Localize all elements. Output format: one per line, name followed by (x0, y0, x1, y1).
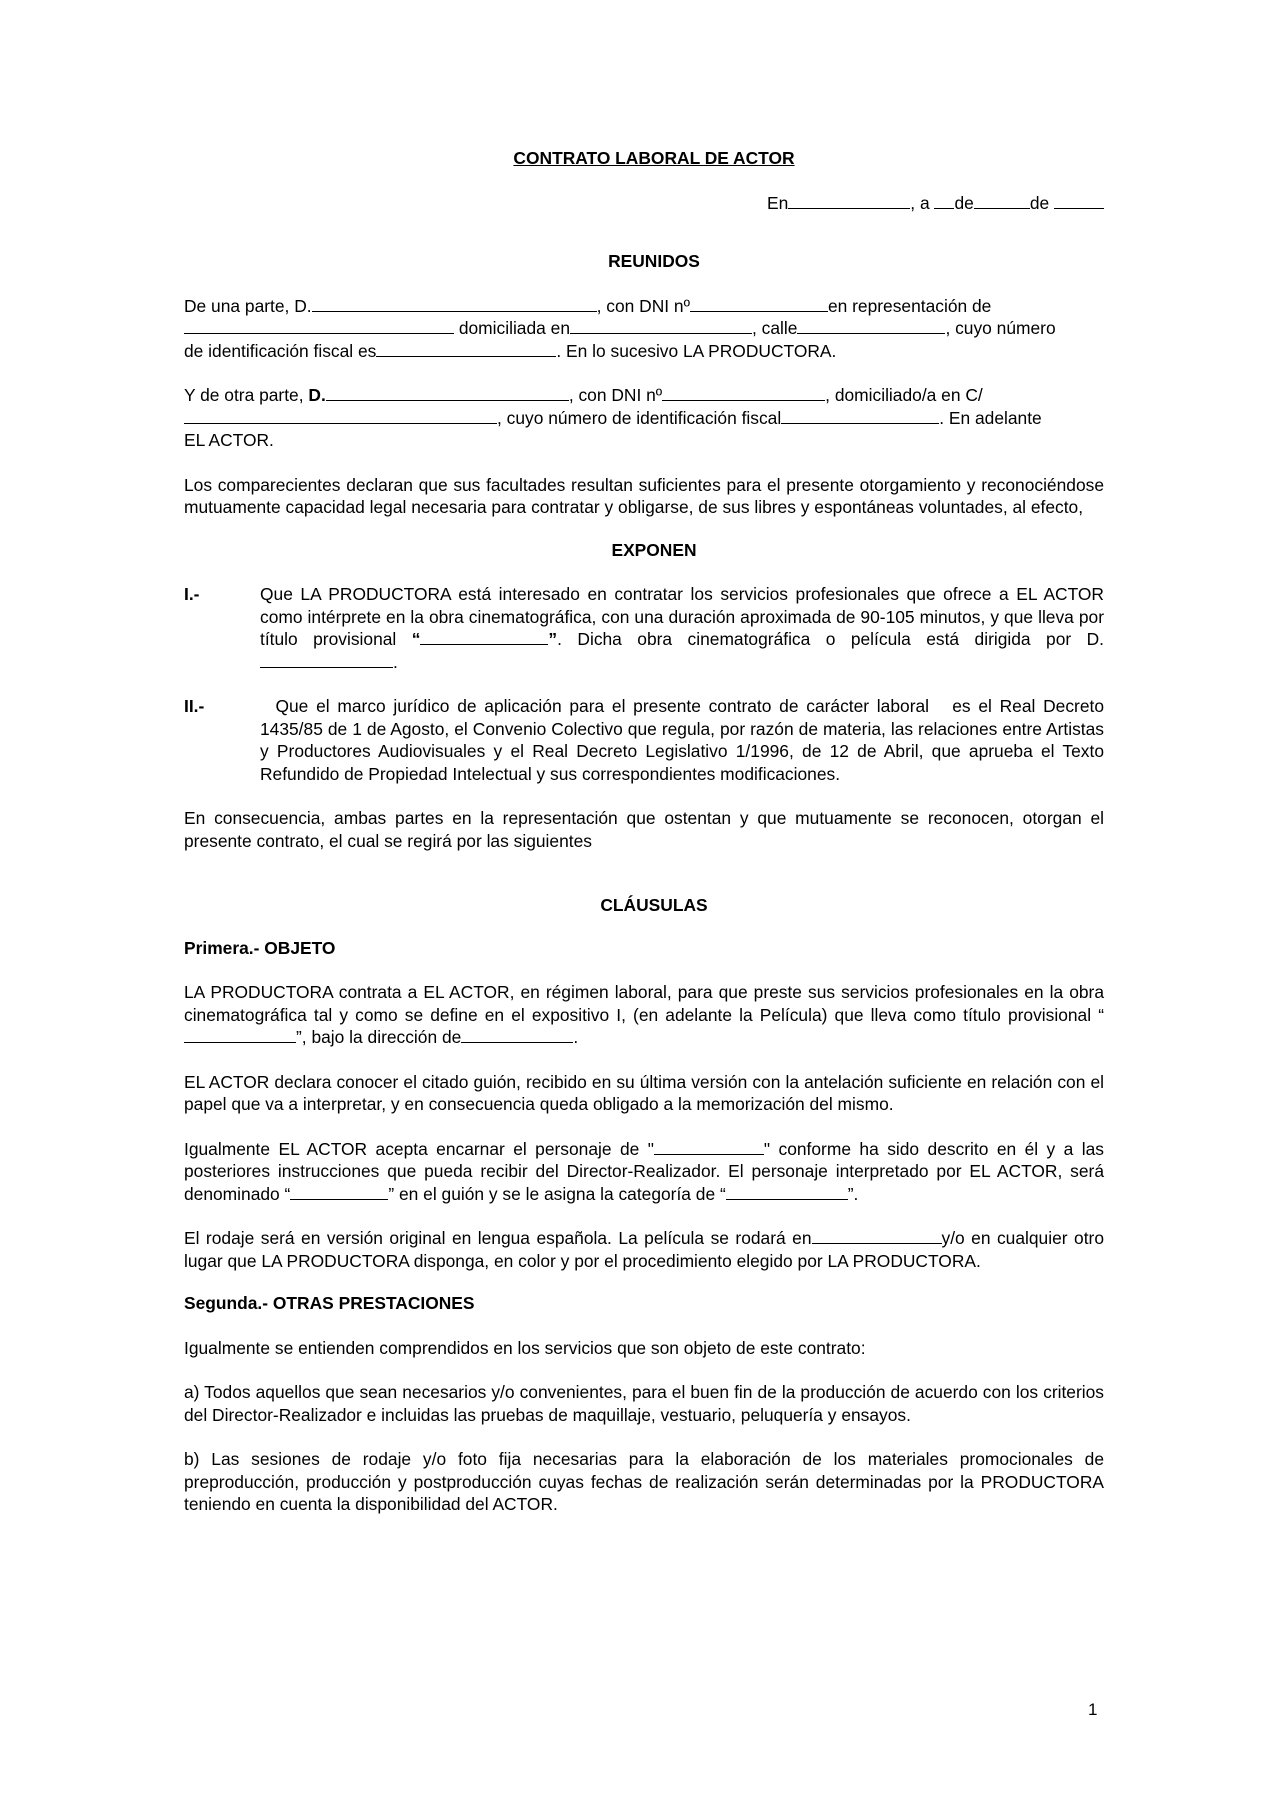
clause-segunda-title: Segunda.- OTRAS PRESTACIONES (184, 1293, 475, 1313)
blank-nif (376, 340, 556, 357)
blank-film-title (184, 1026, 296, 1043)
blank-day (934, 192, 954, 209)
blank-actor-dni (662, 384, 825, 401)
paragraph-consecuencia: En consecuencia, ambas partes en la representación que ostentan y que mutuamente se reconocen, otorgan el presente contrato, el cual se regirá por las siguientes (184, 808, 1104, 851)
text-segment: , domiciliado/a en C/ (825, 385, 983, 405)
blank-character-name (290, 1183, 388, 1200)
expositivo-ii (184, 695, 1109, 785)
paragraph-comparecientes: Los comparecientes declaran que sus facultades resultan suficientes para el presente otorgamiento y reconociéndose mutuamente capacidad legal necesaria para contratar y obligarse, de sus libres y espontáneas voluntades, al efecto, (184, 474, 1104, 517)
blank-character (654, 1138, 764, 1155)
text-segment: , con DNI nº (568, 385, 663, 405)
item-number: I.- (184, 584, 200, 604)
blank-street (797, 317, 945, 334)
blank-director (260, 651, 393, 668)
text-segment: ” (548, 629, 558, 649)
text-segment: domiciliada en (454, 318, 571, 338)
clause-primera-p3 (184, 1138, 1104, 1206)
text-segment: ” en el guión y se le asigna la categoría de “ (388, 1183, 726, 1204)
date-line (184, 192, 1104, 215)
heading-reunidos: REUNIDOS (608, 251, 700, 271)
blank-name (312, 295, 597, 312)
item-text: Que el marco jurídico de aplicación para el presente contrato de carácter laboral es el Real Decreto 1435/85 de 1 de Agosto, el Convenio Colectivo que regula, por razón de materia, las relaciones entre Artistas y Productores Audiovisuales y el Real Decreto Legislativo 1/1996, de 12 de Abril, que aprueba el Texto Refundido de Propiedad Intelectual y sus correspondientes modificaciones. (260, 696, 1109, 784)
item-number: II.- (184, 696, 205, 716)
text-segment: ”. (847, 1183, 859, 1204)
text-segment: , con DNI nº (596, 295, 690, 316)
document-body (184, 147, 1109, 1516)
text-segment: LA PRODUCTORA contrata a EL ACTOR, en régimen laboral, para que preste sus servicios profesionales en la obra cinematográfica tal y como se define en el expositivo I, (en adelante la Película) que lleva como título provisional “ (184, 982, 1104, 1025)
blank-year (1054, 192, 1104, 209)
blank-entity (184, 317, 454, 334)
blank-title (420, 628, 548, 645)
text-segment: D. (308, 385, 326, 405)
clause-segunda-p1: Igualmente se entienden comprendidos en los servicios que son objeto de este contrato: (184, 1337, 866, 1358)
paragraph-productora (184, 295, 1104, 363)
item-text (260, 583, 1104, 673)
expositivo-i (184, 583, 1104, 673)
date-de1: de (954, 192, 974, 213)
blank-actor-name (326, 384, 569, 401)
text-segment: . (393, 651, 398, 672)
text-segment: de identificación fiscal es (184, 340, 377, 361)
clause-segunda-b: b) Las sesiones de rodaje y/o foto fija necesarias para la elaboración de los materiales promocionales de preproducción, producción y postproducción cuyas fechas de realización serán determinadas por la PRODUCTORA teniendo en cuenta la disponibilidad del ACTOR. (184, 1449, 1104, 1514)
blank-location (812, 1227, 942, 1244)
blank-actor-nif (781, 407, 939, 424)
date-de2: de (1029, 192, 1050, 213)
heading-exponen: EXPONEN (611, 539, 697, 560)
text-segment: , cuyo número de identificación fiscal (497, 407, 782, 428)
text-segment: , cuyo número (945, 318, 1056, 338)
text-segment: en representación de (827, 295, 992, 316)
text-segment: Que LA PRODUCTORA está interesado en contratar los servicios profesionales que ofrece a EL ACTOR como intérprete en la obra cinematográfica, con una duración aproximada de 90-105 minutos, y que lleva por título provisional (260, 584, 1104, 649)
text-segment: Igualmente EL ACTOR acepta encarnar el personaje de " (184, 1138, 654, 1159)
date-a: , a (910, 192, 930, 213)
heading-clausulas: CLÁUSULAS (600, 895, 708, 915)
blank-actor-street (184, 407, 497, 424)
text-segment: “ (411, 629, 421, 649)
document-title: CONTRATO LABORAL DE ACTOR (513, 148, 795, 168)
blank-domicile (570, 317, 752, 334)
text-segment: , calle (752, 318, 798, 338)
date-en: En (767, 192, 789, 213)
text-segment: . En adelante (939, 407, 1042, 428)
page-number: 1 (1088, 1700, 1098, 1719)
blank-place (788, 192, 910, 209)
text-segment: ”, bajo la dirección de (296, 1027, 462, 1047)
paragraph-actor (184, 384, 1104, 452)
text-segment: Y de otra parte, (184, 385, 309, 405)
text-segment: y/o en cualquier otro lugar que LA PRODUCTORA disponga, en color y por el procedimiento elegido por LA PRODUCTORA. (184, 1228, 1104, 1271)
clause-segunda-a: a) Todos aquellos que sean necesarios y/o convenientes, para el buen fin de la producción de acuerdo con los criterios del Director-Realizador e incluidas las pruebas de maquillaje, vestuario, peluquería y ensayos. (184, 1382, 1104, 1425)
text-segment: . (573, 1027, 579, 1047)
text-segment: De una parte, D. (184, 295, 312, 316)
clause-primera-title: Primera.- OBJETO (184, 937, 336, 958)
blank-category (726, 1183, 848, 1200)
blank-month (974, 192, 1030, 209)
clause-primera-p4 (184, 1227, 1104, 1272)
text-segment: " conforme ha sido descrito en él y a las posteriores instrucciones que pueda recibir del Director-Realizador. El personaje interpretado por EL ACTOR, será denominado “ (184, 1138, 1104, 1204)
blank-direction (461, 1026, 573, 1043)
text-segment: El rodaje será en versión original en lengua española. La película se rodará en (184, 1228, 812, 1248)
blank-dni (690, 295, 828, 312)
text-segment: EL ACTOR. (184, 430, 274, 450)
text-segment: . Dicha obra cinematográfica o película está dirigida por D. (557, 629, 1104, 649)
clause-primera-p1 (184, 981, 1104, 1049)
clause-primera-p2: EL ACTOR declara conocer el citado guión, recibido en su última versión con la antelación suficiente en relación con el papel que va a interpretar, y en consecuencia queda obligado a la memorización del mismo. (184, 1071, 1104, 1114)
text-segment: . En lo sucesivo LA PRODUCTORA. (556, 340, 837, 361)
